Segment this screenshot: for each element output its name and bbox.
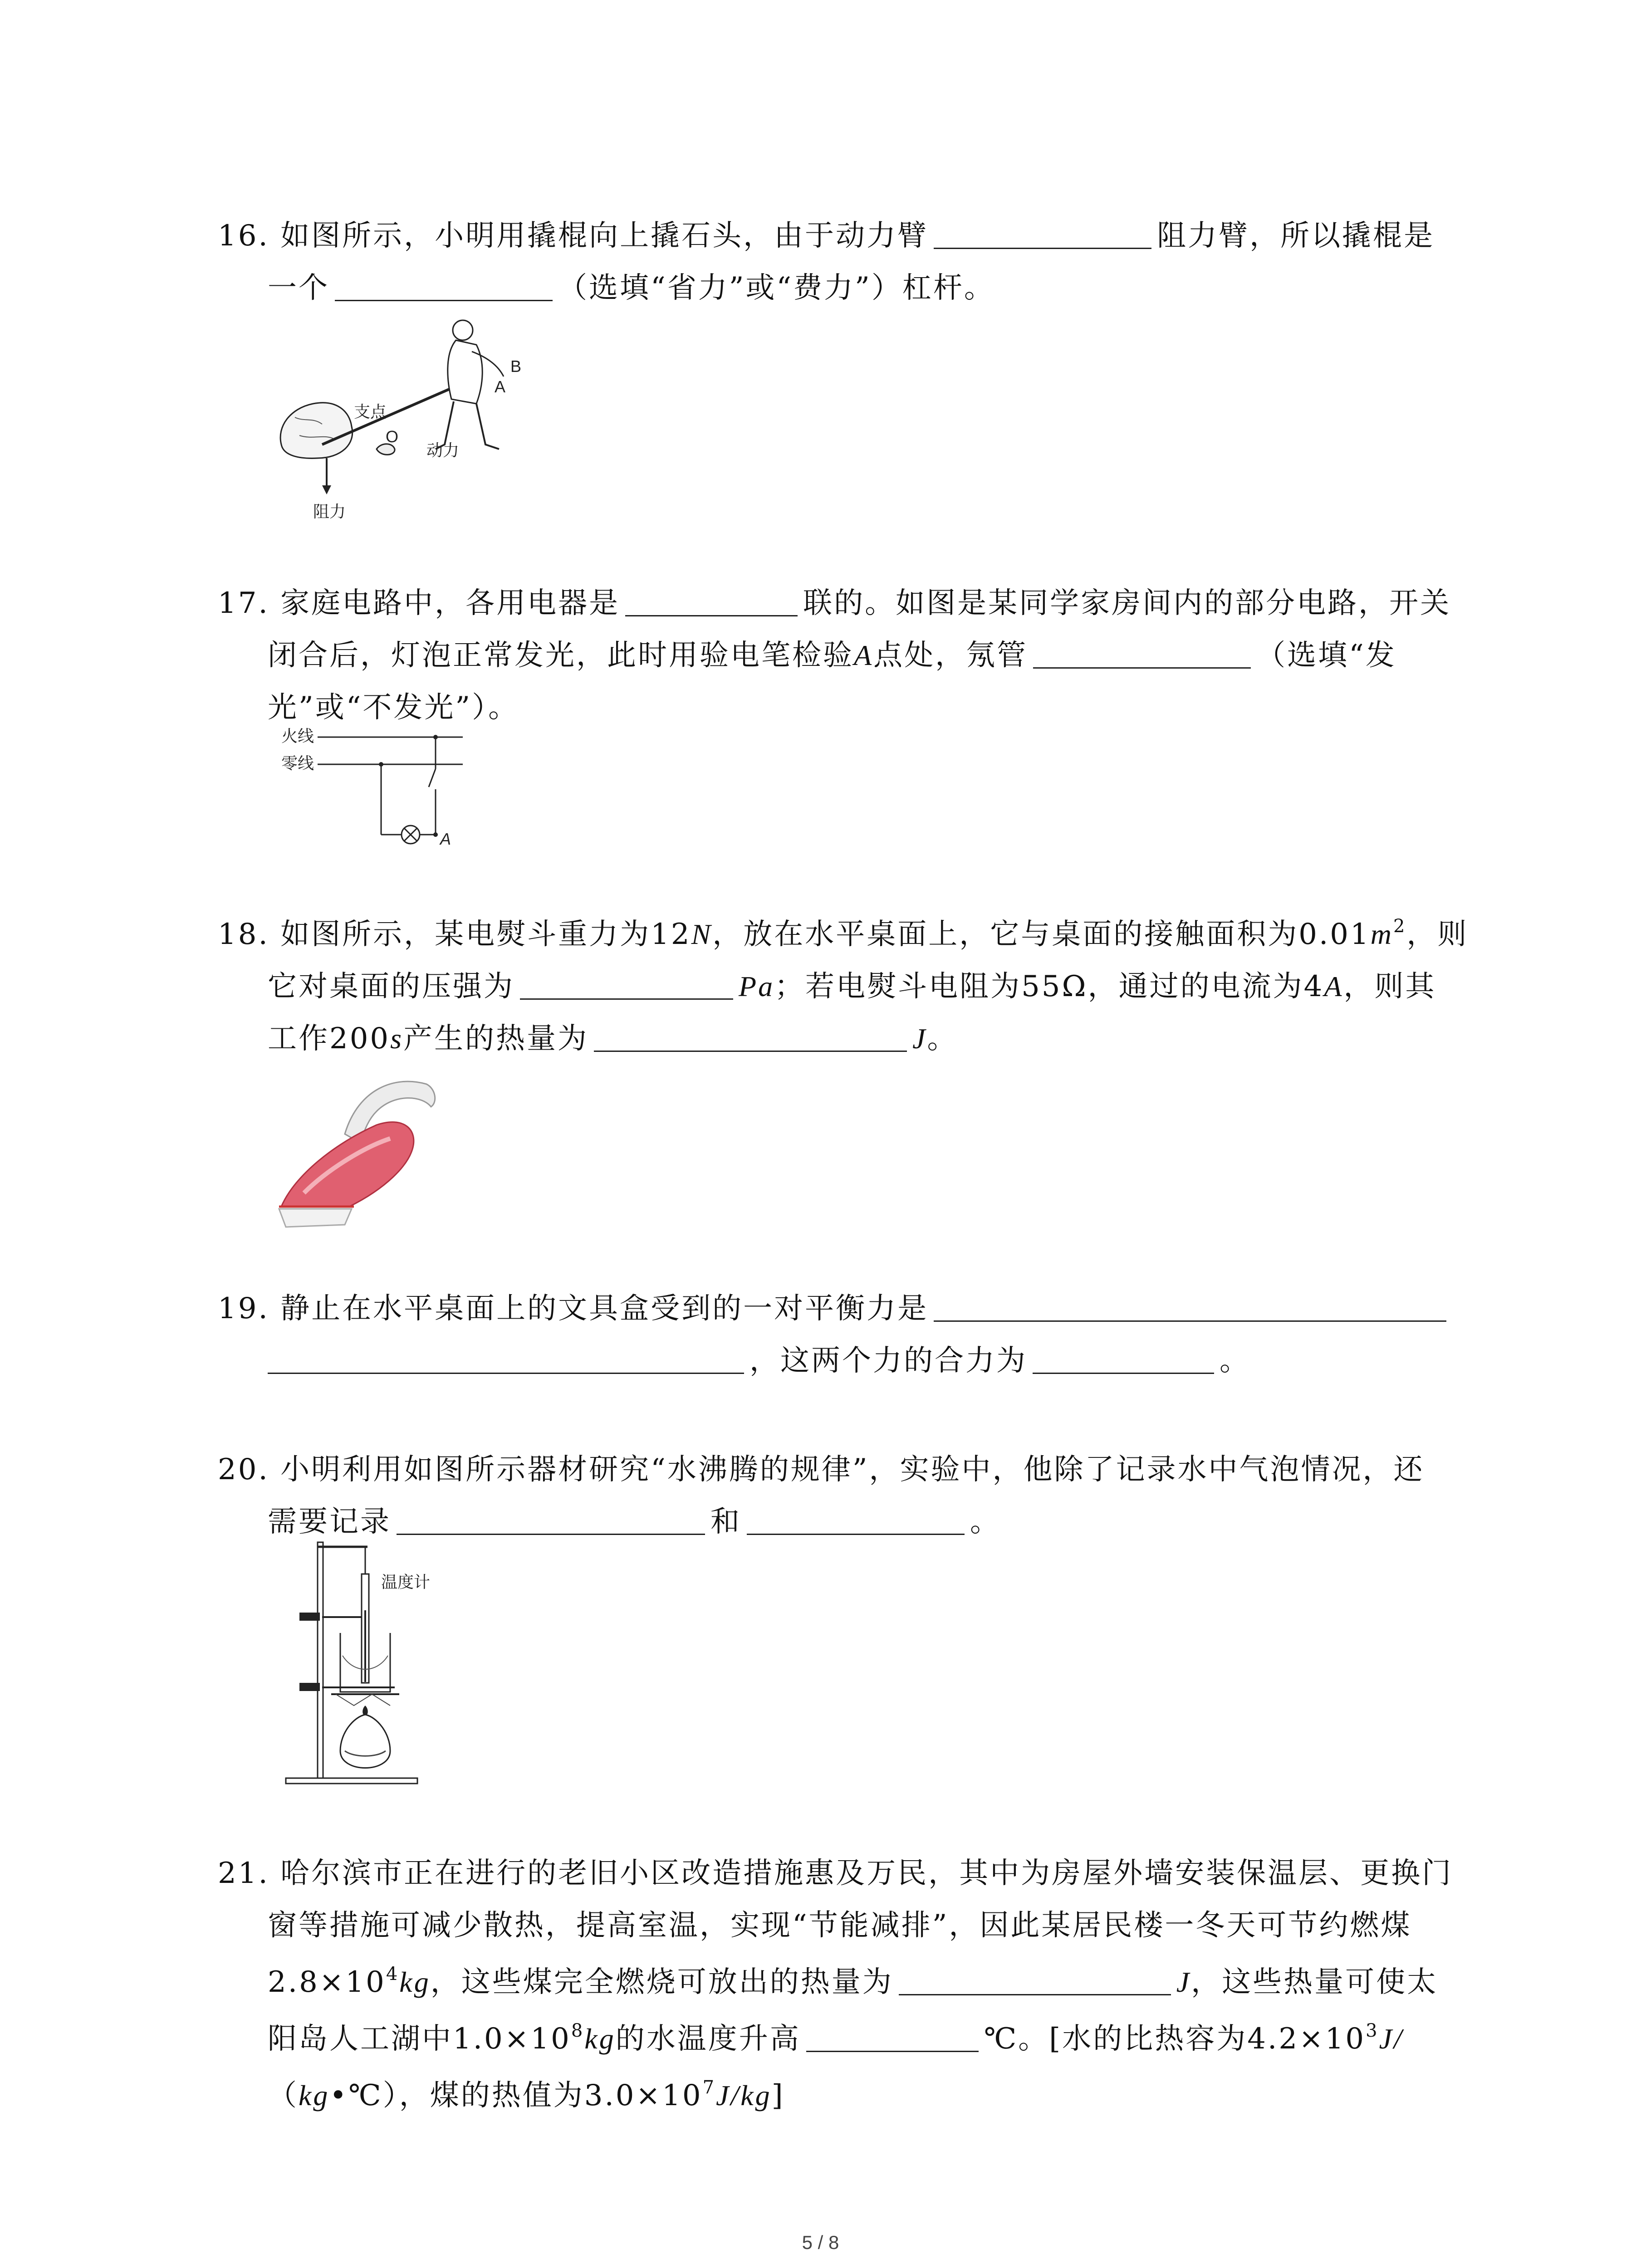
q16-line1 — [218, 213, 1435, 259]
q19-text: 静止在水平桌面上的文具盒受到的一对平衡力是 — [280, 1292, 929, 1325]
q17-line3 — [268, 685, 519, 730]
label-a: A — [495, 377, 506, 396]
q20-text: 。 — [970, 1505, 1001, 1539]
q18-text: 它对桌面的压强为 — [268, 970, 514, 1003]
q17-text: （选填“发 — [1256, 639, 1396, 672]
q21-exponent: 7 — [702, 2077, 716, 2098]
q20-line1 — [218, 1447, 1425, 1492]
q19-blank-1-continued[interactable] — [268, 1341, 744, 1374]
q19-blank-1[interactable] — [934, 1289, 1446, 1322]
q19-blank-2[interactable] — [1033, 1341, 1214, 1374]
q21-exponent: 4 — [386, 1964, 400, 1984]
q19-text: ，这两个力的合力为 — [749, 1344, 1027, 1378]
label-thermometer: 温度计 — [381, 1573, 431, 1591]
q18-text: ，则 — [1406, 918, 1469, 951]
q19-line1 — [218, 1286, 1452, 1331]
q20-text: 和 — [710, 1505, 741, 1539]
q16-text: 如图所示，小明用撬棍向上撬石头，由于动力臂 — [280, 219, 929, 253]
label-b: B — [510, 357, 522, 376]
q21-text: ℃。[水的比热容为4.2×10 — [984, 2022, 1366, 2056]
q19-number: 19. — [218, 1292, 269, 1325]
q18-blank-2[interactable] — [594, 1019, 907, 1052]
q16-number: 16. — [218, 219, 269, 253]
q18-number: 18. — [218, 918, 269, 951]
q21-text: 2.8×10 — [268, 1965, 386, 1999]
q18-unit: A — [1324, 970, 1344, 1002]
label-o: O — [386, 427, 399, 446]
q18-exponent: 2 — [1393, 916, 1407, 937]
q21-line1 — [218, 1851, 1453, 1896]
iron-figure — [277, 1070, 449, 1234]
q17-blank-1[interactable] — [625, 583, 798, 616]
label-effort: 动力 — [426, 441, 460, 459]
label-neutral-wire: 零线 — [281, 754, 314, 772]
q17-line2 — [268, 633, 1396, 678]
q16-text: 一个 — [268, 271, 329, 305]
q21-text: ，这些煤完全燃烧可放出的热量为 — [430, 1965, 893, 1999]
q21-text: •℃），煤的热值为3.0×10 — [329, 2079, 703, 2112]
q21-unit: J — [1176, 1966, 1191, 1998]
q21-text: 哈尔滨市正在进行的老旧小区改造措施惠及万民，其中为房屋外墙安装保温层、更换门 — [280, 1857, 1453, 1890]
q17-number: 17. — [218, 587, 269, 620]
q21-line3 — [268, 1960, 1438, 2005]
q21-text: ] — [771, 2079, 785, 2112]
q18-unit: Pa — [739, 970, 775, 1002]
q21-text: 阳岛人工湖中1.0×10 — [268, 2022, 571, 2056]
boiling-apparatus-figure — [277, 1538, 476, 1792]
q17-text: 闭合后，灯泡正常发光，此时用验电笔检验 — [268, 639, 854, 672]
q21-number: 21. — [218, 1857, 269, 1890]
q20-number: 20. — [218, 1453, 269, 1486]
crowbar-figure — [272, 313, 526, 526]
q18-text: 。 — [927, 1022, 958, 1056]
q21-blank-2[interactable] — [806, 2019, 979, 2052]
q17-text: 家庭电路中，各用电器是 — [280, 587, 620, 620]
q18-text: 如图所示，某电熨斗重力为12 — [280, 918, 691, 951]
page-number: 5 / 8 — [802, 2232, 839, 2253]
q20-blank-2[interactable] — [747, 1502, 965, 1535]
q21-text: 窗等措施可减少散热，提高室温，实现“节能减排”，因此某居民楼一冬天可节约燃煤 — [268, 1909, 1412, 1942]
q18-text: ，则其 — [1343, 970, 1436, 1003]
q21-exponent: 8 — [571, 2020, 585, 2041]
q17-line1 — [218, 581, 1451, 626]
q21-line2 — [268, 1903, 1411, 1948]
q16-text: 阻力臂，所以撬棍是 — [1157, 219, 1435, 253]
q17-blank-2[interactable] — [1033, 635, 1251, 669]
q18-unit: m — [1370, 918, 1393, 950]
label-point-a: A — [440, 830, 451, 848]
q18-text: 工作200 — [268, 1022, 391, 1056]
q16-blank-1[interactable] — [934, 216, 1151, 249]
q18-blank-1[interactable] — [520, 967, 733, 1000]
q18-line3 — [268, 1016, 958, 1061]
q16-line2 — [268, 265, 995, 311]
q17-text: 光”或“不发光”）。 — [268, 691, 519, 724]
q18-line2 — [268, 964, 1436, 1009]
q20-text: 需要记录 — [268, 1505, 391, 1539]
q18-text: 产生的热量为 — [403, 1022, 589, 1056]
q17-text: 点处，氖管 — [873, 639, 1028, 672]
q21-blank-1[interactable] — [899, 1962, 1171, 1995]
q18-unit: J — [912, 1022, 927, 1055]
q17-text: 联的。如图是某同学家房间内的部分电路，开关 — [803, 587, 1451, 620]
q16-blank-2[interactable] — [335, 268, 553, 301]
q21-exponent: 3 — [1366, 2020, 1379, 2041]
q21-unit: J/kg — [716, 2079, 772, 2112]
q20-text: 小明利用如图所示器材研究“水沸腾的规律”，实验中，他除了记录水中气泡情况，还 — [280, 1453, 1425, 1486]
q17-point-a: A — [854, 639, 874, 671]
q20-blank-1[interactable] — [397, 1502, 705, 1535]
q19-text: 。 — [1220, 1344, 1250, 1378]
q18-text: ，放在水平桌面上，它与桌面的接触面积为0.01 — [712, 918, 1371, 951]
circuit-figure — [281, 726, 472, 848]
q21-text: （ — [268, 2079, 299, 2112]
q18-unit: s — [390, 1022, 404, 1055]
label-live-wire: 火线 — [281, 727, 314, 745]
q16-text: （选填“省力”或“费力”）杠杆。 — [558, 271, 995, 305]
q21-unit: kg — [399, 1966, 431, 1998]
q21-unit: kg — [584, 2023, 616, 2055]
q21-line4 — [268, 2016, 1404, 2062]
label-resistance: 阻力 — [313, 502, 346, 521]
q21-text: ，这些热量可使太 — [1191, 1965, 1438, 1999]
q18-unit: N — [691, 918, 713, 950]
q21-unit: J/ — [1379, 2023, 1404, 2055]
q18-line1 — [218, 912, 1468, 957]
q21-line5 — [268, 2073, 785, 2118]
label-fulcrum: 支点 — [354, 402, 387, 421]
q19-line2 — [268, 1338, 1250, 1383]
q21-text: 的水温度升高 — [615, 2022, 801, 2056]
q21-unit: kg — [299, 2079, 330, 2112]
q18-text: ；若电熨斗电阻为55Ω，通过的电流为4 — [774, 970, 1324, 1003]
